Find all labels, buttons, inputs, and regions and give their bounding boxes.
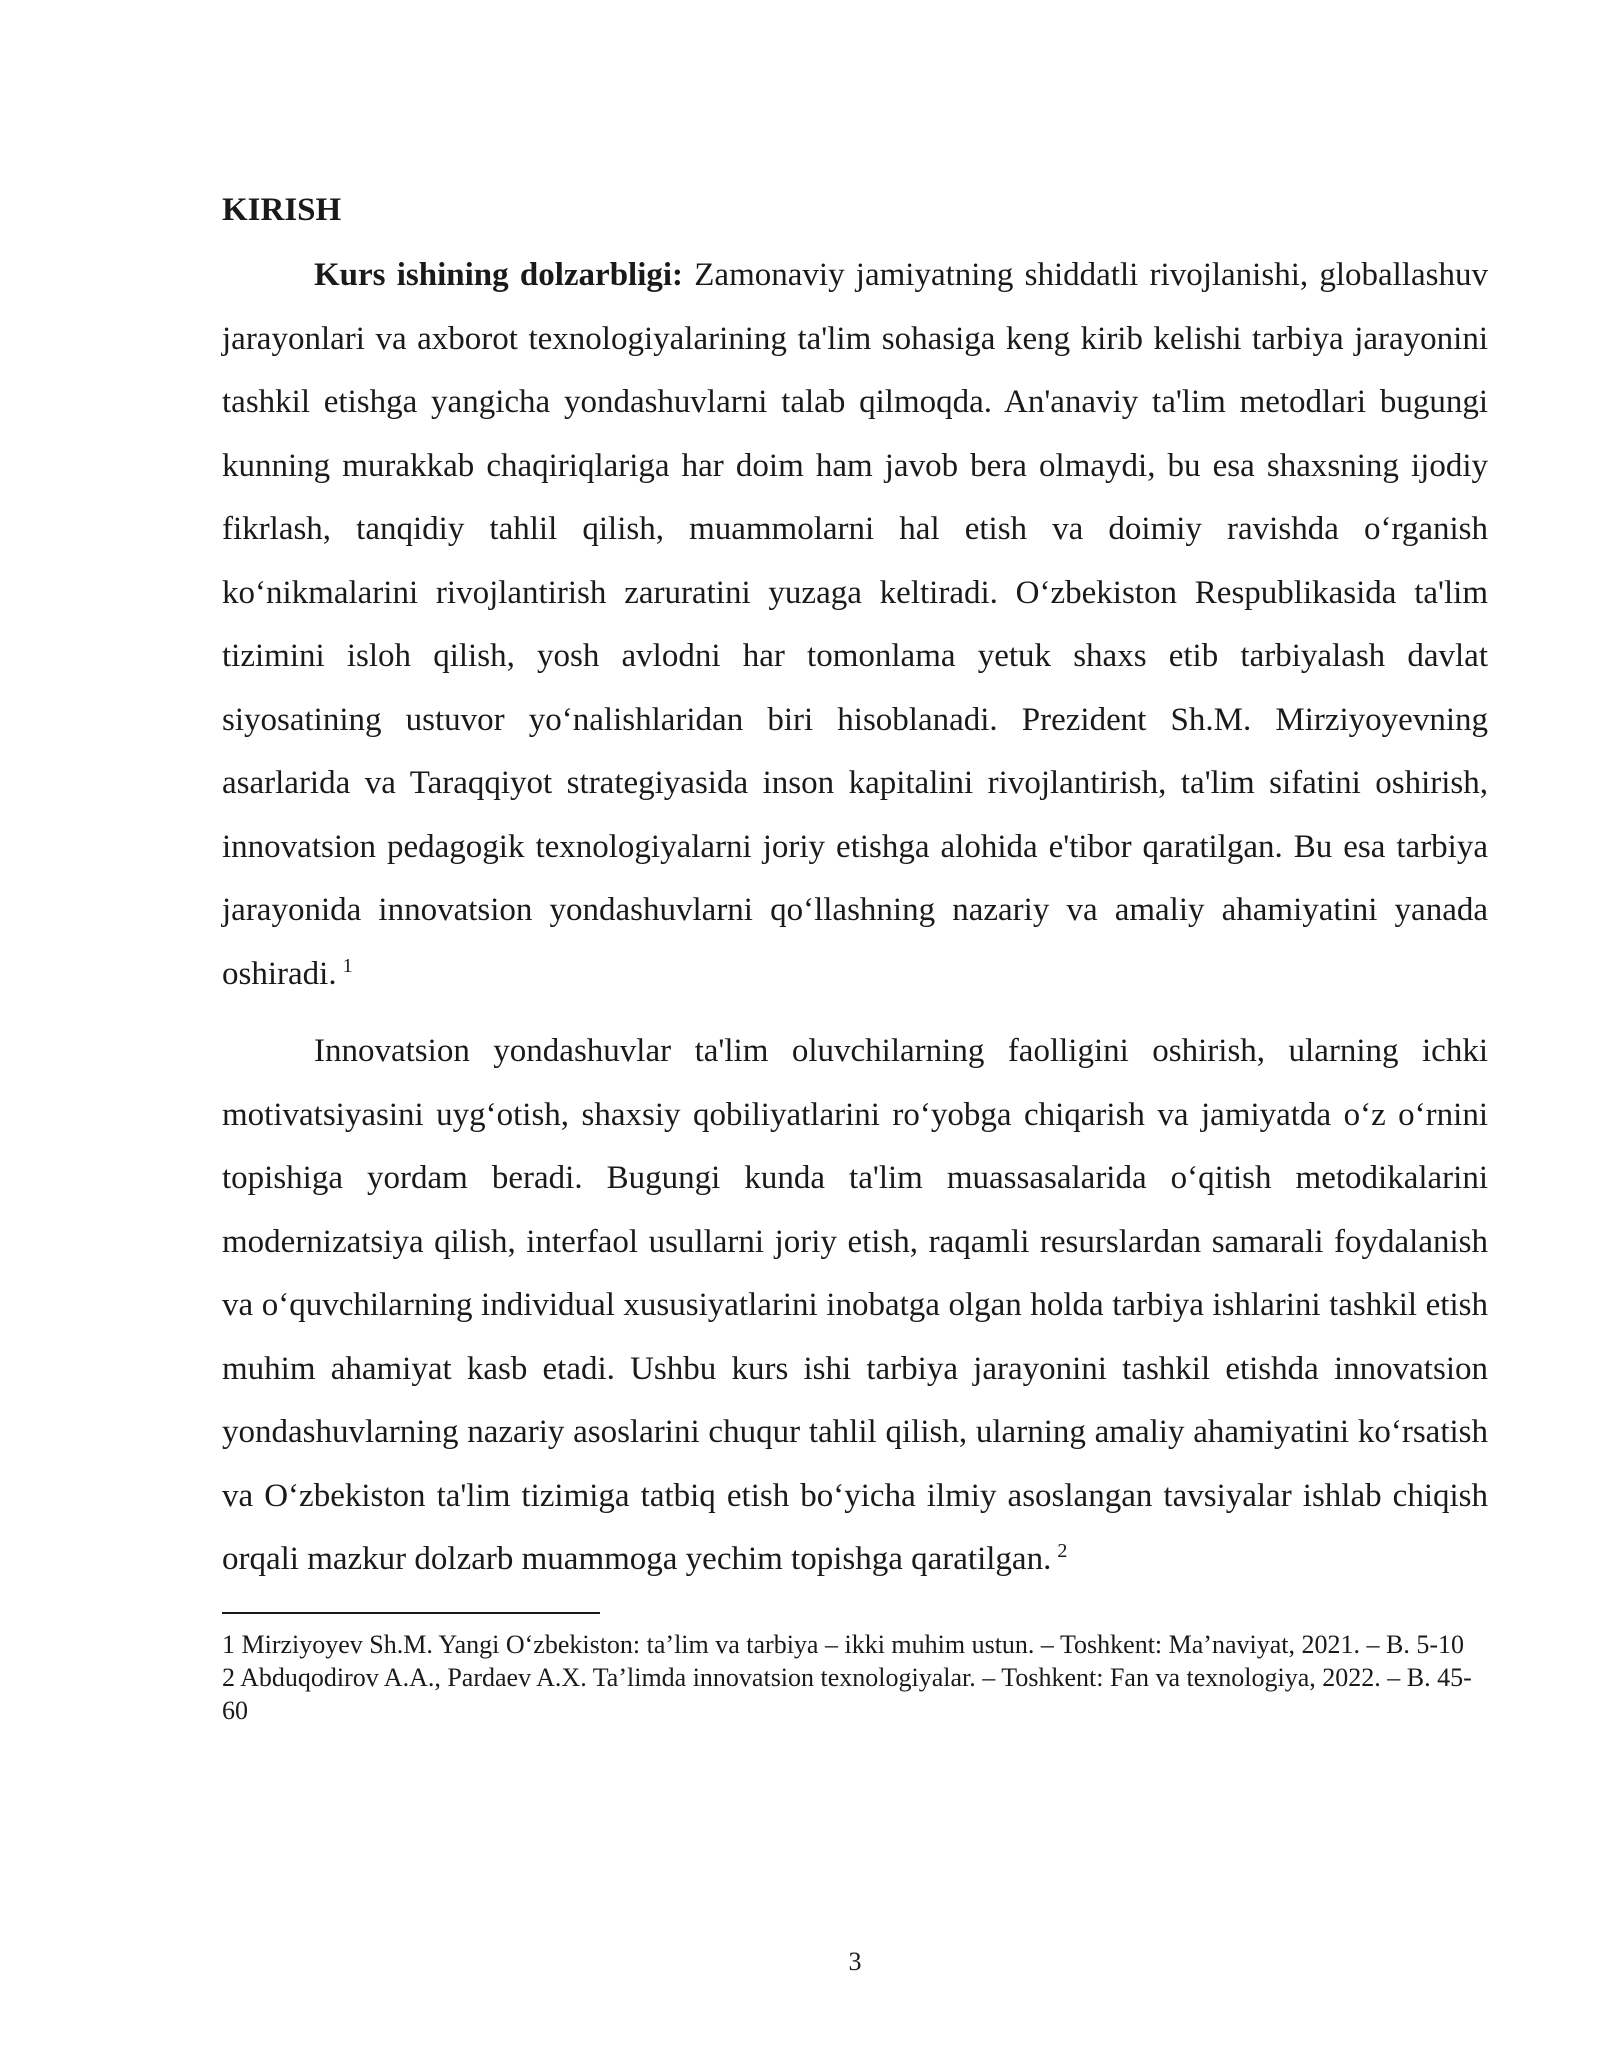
paragraph-relevance	[222, 244, 1488, 1006]
footnote-reference[interactable]: 1	[342, 954, 353, 977]
footnote-separator	[222, 1612, 600, 1614]
footnote-2: 2 Abduqodirov A.A., Pardaev A.X. Ta’limda innovatsion texnologiyalar. – Toshkent: Fan va texnologiya, 2022. – B. 45-60	[222, 1662, 1472, 1725]
paragraph-innovation	[222, 1020, 1488, 1592]
footnote-reference[interactable]: 2	[1057, 1540, 1068, 1562]
section-heading: KIRISH	[222, 192, 342, 228]
paragraph-text: Innovatsion yondashuvlar ta'lim oluvchilarning faolligini oshirish, ularning ichki motivatsiyasini uyg‘otish, shaxsiy qobiliyatlarini ro‘yobga chiqarish va jamiyatda o‘z o‘rnini topishiga yordam beradi. Bugungi kunda ta'lim muassasalarida o‘qitish metodikalarini modernizatsiya qilish, interfaol usullarni joriy etish, raqamli resurslardan samarali foydalanish va o‘quvchilarning individual xususiyatlarini inobatga olgan holda tarbiya ishlarini tashkil etish muhim ahamiyat kasb etadi. Ushbu kurs ishi tarbiya jarayonini tashkil etishda innovatsion yondashuvlarning nazariy asoslarini chuqur tahlil qilish, ularning amaliy ahamiyatini ko‘rsatish va O‘zbekiston ta'lim tizimiga tatbiq etish bo‘yicha ilmiy asoslangan tavsiyalar ishlab chiqish orqali mazkur dolzarb muammoga yechim topishga qaratilgan.	[222, 1033, 1488, 1577]
footnotes-section	[222, 1612, 1488, 1727]
footnote-1: 1 Mirziyoyev Sh.M. Yangi O‘zbekiston: ta’lim va tarbiya – ikki muhim ustun. – Toshkent: Ma’naviyat, 2021. – B. 5-10	[222, 1629, 1464, 1659]
page-number: 3	[848, 1947, 862, 1976]
paragraph-text: Zamonaviy jamiyatning shiddatli rivojlanishi, globallashuv jarayonlari va axborot texnologiyalarining ta'lim sohasiga keng kirib kelishi tarbiya jarayonini tashkil etishga yangicha yondashuvlarni talab qilmoqda. An'anaviy ta'lim metodlari bugungi kunning murakkab chaqiriqlariga har doim ham javob bera olmaydi, bu esa shaxsning ijodiy fikrlash, tanqidiy tahlil qilish, muammolarni hal etish va doimiy ravishda o‘rganish ko‘nikmalarini rivojlantirish zaruratini yuzaga keltiradi. O‘zbekiston Respublikasida ta'lim tizimini isloh qilish, yosh avlodni har tomonlama yetuk shaxs etib tarbiyalash davlat siyosatining ustuvor yo‘nalishlaridan biri hisoblanadi. Prezident Sh.M. Mirziyoyevning asarlarida va Taraqqiyot strategiyasida inson kapitalini rivojlantirish, ta'lim sifatini oshirish, innovatsion pedagogik texnologiyalarni joriy etishga alohida e'tibor qaratilgan. Bu esa tarbiya jarayonida innovatsion yondashuvlarni qo‘llashning nazariy va amaliy ahamiyatini yanada oshiradi.	[222, 257, 1488, 992]
paragraph-lead: Kurs ishining dolzarbligi:	[314, 257, 684, 293]
page-content	[222, 186, 1488, 1727]
